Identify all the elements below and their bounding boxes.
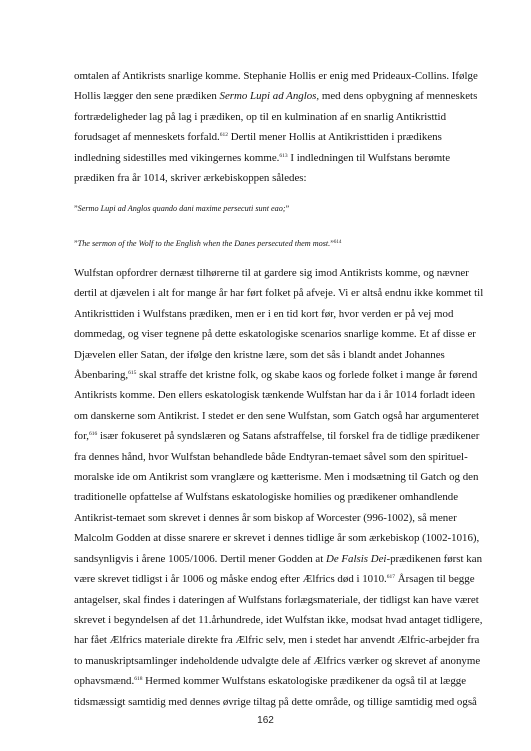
text-segment: antagelser, skal findes i dateringen af Wulfstans forlægsmateriale, der tidligst kan have været xyxy=(74,593,479,606)
text-line xyxy=(74,487,474,507)
text-line xyxy=(74,263,474,283)
text-line xyxy=(74,324,474,344)
text-segment: Djævelen eller Satan, der ifølge den kristne lære, som det sås i blandt andet Johannes xyxy=(74,348,445,361)
text-line xyxy=(74,365,478,385)
text-segment: ophavsmænd. xyxy=(74,675,135,688)
italic-title: De Falsis Dei xyxy=(325,552,387,565)
text-segment: traditionelle opfattelse af Wulfstans eskatologiske homilies og prædikener omhandlende xyxy=(74,491,459,504)
text-segment: om danskerne som Antikrist. I stedet er den sene Wulfstan, som Gatch også har argumenteret xyxy=(74,409,480,422)
text-line xyxy=(74,447,474,467)
text-segment: dommedag, og viser tegnene på dette eskatologiske scenarios snarlige komme. Et af disse er xyxy=(74,328,476,341)
text-segment: moralske ide om Antikrist som vranglære og kætterisme. Men i modsætning til Gatch og den xyxy=(74,471,479,484)
footnote-ref: 617 xyxy=(386,574,395,581)
text-line xyxy=(74,590,479,610)
text-line xyxy=(74,569,474,589)
text-line xyxy=(74,549,483,569)
text-segment: indledning sidestilles med vikingernes komme. xyxy=(74,151,280,164)
text-line xyxy=(74,238,474,250)
text-segment: sandsynligvis i årene 1005/1006. Dertil mener Godden at xyxy=(74,552,326,565)
text-line xyxy=(74,651,481,671)
page-number: 162 xyxy=(257,715,274,726)
english-translation-quote xyxy=(74,238,474,250)
text-line xyxy=(74,692,477,712)
text-segment: skrevet i begyndelsen af det 11.århundrede, idet Wulfstan ikke, modsat hvad antaget tidligere, xyxy=(74,613,483,626)
text-segment: forudsaget af menneskets forfald. xyxy=(74,131,220,144)
text-line xyxy=(74,385,474,405)
text-segment: prædiken fra år 1014, skriver ærkebiskoppen således: xyxy=(74,172,307,185)
latin-quote xyxy=(74,203,474,215)
text-line xyxy=(74,168,474,188)
paragraph-hollis xyxy=(74,66,478,188)
text-line xyxy=(74,406,480,426)
italic-title: Sermo Lupi ad Anglos quando dani maxime persecuti sunt eao; xyxy=(77,204,286,213)
text-segment: ” xyxy=(330,239,334,248)
italic-title: The sermon of the Wolf to the English when the Danes persecuted them most. xyxy=(77,239,331,248)
text-segment: være skrevet tidligst i år 1006 og måske endog efter Ælfrics død i 1010. xyxy=(74,573,387,586)
footnote-ref: 613 xyxy=(279,152,288,159)
text-segment: ” xyxy=(74,204,78,213)
text-segment: skal straffe det kristne folk, og skabe kaos og forlede folket i mange år førend xyxy=(136,369,478,382)
text-line xyxy=(74,630,480,650)
text-segment: ” xyxy=(74,239,78,248)
text-line xyxy=(74,426,480,446)
text-segment: ” xyxy=(285,204,290,213)
text-segment: omtalen af Antikrists snarlige komme. Stephanie Hollis er enig med Prideaux-Collins. Ifølge xyxy=(74,70,478,82)
text-line xyxy=(74,610,483,630)
paragraph-wulfstan xyxy=(74,263,484,712)
text-segment: især fokuseret på syndslæren og Satans afstraffelse, til forskel fra de tidlige prædikener xyxy=(97,430,480,443)
text-segment: Wulfstan opfordrer dernæst tilhørerne til at gardere sig imod Antikrists komme, og nævner xyxy=(74,267,469,279)
text-segment: Antikrists komme. Den ellers eskatologisk tænkende Wulfstan har da i år 1014 forladt ideen xyxy=(74,389,476,402)
text-segment: for, xyxy=(74,430,89,443)
text-line xyxy=(74,304,474,324)
text-segment: Hollis lægger den sene prædiken xyxy=(74,90,220,103)
text-line xyxy=(74,107,474,127)
text-segment: fra dennes hånd, hvor Wulfstan behandlede både Endtyran-temaet såvel som den spirituel- xyxy=(74,450,468,463)
footnote-ref: 614 xyxy=(333,240,342,245)
text-line xyxy=(74,127,474,147)
text-segment: fortrædeligheder lag på lag i prædiken, op til en kulmination af en snarlig Antikristtid xyxy=(74,110,447,123)
text-line xyxy=(74,671,474,691)
text-segment: Dertil mener Hollis at Antikristtiden i prædikens xyxy=(228,131,442,144)
text-segment: Antikristtiden i Wulfstans prædiken, men er i en tid kort før, hvor verden er på vej mod xyxy=(74,307,454,320)
text-segment: tidsmæssigt samtidig med dennes øvrige tiltag på dette område, og tillige samtidig med også xyxy=(74,695,477,708)
footnote-ref: 615 xyxy=(128,370,137,377)
italic-title: Sermo Lupi ad Anglos, xyxy=(219,90,320,103)
text-segment: Antikrist-temaet som skrevet i dennes år som biskop af Worcester (996-1002), så mener xyxy=(74,511,457,524)
text-segment: har fået Ælfrics materiale direkte fra Ælfric selv, men i stedet har anvendt Ælfric-arbejder fra xyxy=(74,634,480,647)
footnote-ref: 616 xyxy=(89,431,98,438)
text-line xyxy=(74,203,474,215)
text-segment: I indledningen til Wulfstans berømte xyxy=(287,151,451,164)
text-line xyxy=(74,528,480,548)
text-segment: Hermed kommer Wulfstans eskatologiske prædikener da også til at lægge xyxy=(142,675,467,688)
text-segment: med dens opbygning af menneskets xyxy=(319,90,478,103)
footnote-ref: 612 xyxy=(219,132,229,139)
text-segment: Åbenbaring, xyxy=(74,369,129,382)
text-line xyxy=(74,66,478,86)
footnote-ref: 618 xyxy=(134,676,143,683)
text-segment: Årsagen til begge xyxy=(395,573,475,586)
text-line xyxy=(74,345,474,365)
text-line xyxy=(74,508,474,528)
text-line xyxy=(74,283,484,303)
text-line xyxy=(74,86,478,106)
text-segment: -prædikenen først kan xyxy=(386,552,483,565)
text-line xyxy=(74,148,474,168)
text-segment: Malcolm Godden at disse snarere er skrevet i dennes tidlige år som ærkebiskop (1002-1016), xyxy=(74,532,480,545)
text-segment: to manuskriptsamlinger indeholdende udvalgte dele af Ælfrics værker og skrevet af anonyme xyxy=(74,654,481,667)
text-line xyxy=(74,467,479,487)
text-segment: dertil at djævelen i alt for mange år har ført folket på afveje. Vi er altså endnu ikke kommet til xyxy=(74,287,484,300)
